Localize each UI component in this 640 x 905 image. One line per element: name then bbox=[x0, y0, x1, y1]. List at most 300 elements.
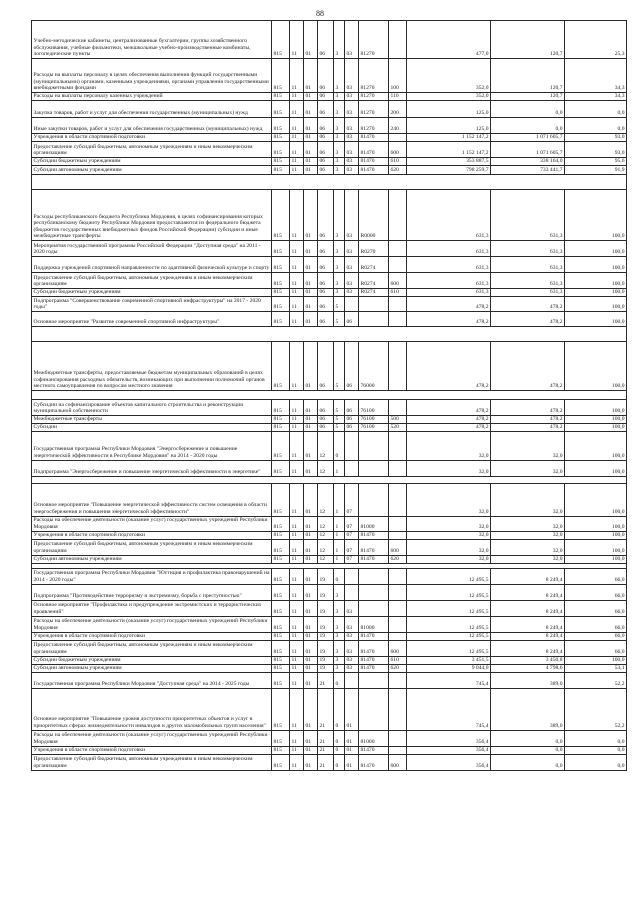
row-direction-code: R0270 bbox=[359, 241, 389, 257]
row-section-code: 11 bbox=[290, 101, 304, 118]
row-planned-amount: 32,0 bbox=[407, 483, 491, 516]
row-expense-type-code: 610 bbox=[389, 656, 407, 664]
row-ministry-code: 815 bbox=[272, 600, 290, 616]
row-name: Субсидии бюджетным учреждениям bbox=[32, 289, 272, 297]
row-ministry-code: 815 bbox=[272, 59, 290, 93]
row-planned-amount: 478,2 bbox=[407, 312, 491, 327]
row-section-code: 11 bbox=[290, 672, 304, 688]
row-name: Предоставление субсидий бюджетным, автономным учреждениям и иным некоммерческим организациям bbox=[32, 754, 272, 770]
table-row bbox=[32, 600, 627, 616]
row-direction-code bbox=[359, 431, 389, 460]
row-execution-percent: 100,0 bbox=[565, 516, 627, 531]
row-ministry-code: 815 bbox=[272, 483, 290, 516]
row-section-code: 11 bbox=[290, 754, 304, 770]
row-subsection-code: 01 bbox=[304, 416, 318, 424]
row-program-code: 21 bbox=[318, 672, 334, 688]
row-direction-code: 76100 bbox=[359, 423, 389, 431]
row-ministry-code: 815 bbox=[272, 664, 290, 672]
row-executed-amount: 3 450,8 bbox=[491, 656, 565, 664]
row-ministry-code: 815 bbox=[272, 746, 290, 754]
row-name: Мероприятия государственной программы Российской Федерации "Доступная среда" на 2011 - 2020 годы bbox=[32, 241, 272, 257]
row-direction-code: R0274 bbox=[359, 273, 389, 289]
row-execution-percent: 100,0 bbox=[565, 297, 627, 312]
row-executed-amount: 338 164,0 bbox=[491, 158, 565, 166]
row-section-code: 11 bbox=[290, 59, 304, 93]
row-expense-type-code bbox=[389, 688, 407, 730]
table-row bbox=[32, 312, 627, 327]
row-subprogram-code: 3 bbox=[334, 118, 345, 134]
row-expense-type-code bbox=[389, 21, 407, 59]
row-direction-code bbox=[359, 600, 389, 616]
row-ministry-code: 815 bbox=[272, 289, 290, 297]
row-expense-type-code: 520 bbox=[389, 423, 407, 431]
row-subprogram-code: 5 bbox=[334, 297, 345, 312]
table-row bbox=[32, 539, 627, 555]
row-program-code: 06 bbox=[318, 101, 334, 118]
row-planned-amount: 32,0 bbox=[407, 539, 491, 555]
row-direction-code: 81000 bbox=[359, 616, 389, 632]
row-event-code: 03 bbox=[345, 656, 359, 664]
row-event-code: 03 bbox=[345, 273, 359, 289]
row-name: Предоставление субсидий бюджетным, автономным учреждениям и иным некоммерческим организациям bbox=[32, 640, 272, 656]
row-planned-amount: 478,2 bbox=[407, 400, 491, 416]
row-subprogram-code: 3 bbox=[334, 664, 345, 672]
row-direction-code: R0274 bbox=[359, 257, 389, 273]
row-expense-type-code: 610 bbox=[389, 289, 407, 297]
row-program-code: 19 bbox=[318, 616, 334, 632]
row-execution-percent: 100,0 bbox=[565, 273, 627, 289]
row-executed-amount: 32,0 bbox=[491, 516, 565, 531]
table-row bbox=[32, 257, 627, 273]
row-program-code: 06 bbox=[318, 342, 334, 391]
row-expense-type-code bbox=[389, 600, 407, 616]
table-row bbox=[32, 688, 627, 730]
row-event-code: 07 bbox=[345, 555, 359, 563]
row-direction-code: 81470 bbox=[359, 531, 389, 539]
row-program-code: 06 bbox=[318, 190, 334, 241]
row-name: Расходы на обеспечение деятельности (оказание услуг) государственных учреждений Республики Мордовия bbox=[32, 616, 272, 632]
row-event-code: 01 bbox=[345, 730, 359, 746]
row-section-code: 11 bbox=[290, 539, 304, 555]
row-subsection-code: 01 bbox=[304, 656, 318, 664]
row-subprogram-code: 0 bbox=[334, 688, 345, 730]
row-executed-amount: 0,0 bbox=[491, 754, 565, 770]
row-subsection-code: 01 bbox=[304, 600, 318, 616]
row-subsection-code: 01 bbox=[304, 101, 318, 118]
row-subsection-code: 01 bbox=[304, 746, 318, 754]
row-planned-amount: 32,0 bbox=[407, 531, 491, 539]
table-row bbox=[32, 754, 627, 770]
row-subsection-code: 01 bbox=[304, 423, 318, 431]
row-direction-code bbox=[359, 584, 389, 600]
row-program-code: 06 bbox=[318, 400, 334, 416]
row-planned-amount: 32,0 bbox=[407, 431, 491, 460]
row-subsection-code: 01 bbox=[304, 400, 318, 416]
row-section-code: 11 bbox=[290, 142, 304, 158]
row-ministry-code: 815 bbox=[272, 460, 290, 476]
table-row bbox=[32, 423, 627, 431]
row-subsection-code: 01 bbox=[304, 312, 318, 327]
row-program-code: 19 bbox=[318, 568, 334, 584]
row-subprogram-code: 3 bbox=[334, 21, 345, 59]
row-section-code: 11 bbox=[290, 166, 304, 175]
row-direction-code: 81470 bbox=[359, 754, 389, 770]
row-ministry-code: 815 bbox=[272, 640, 290, 656]
row-section-code: 11 bbox=[290, 483, 304, 516]
row-subsection-code: 01 bbox=[304, 539, 318, 555]
row-name: Предоставление субсидий бюджетным, автономным учреждениям и иным некоммерческим организациям bbox=[32, 273, 272, 289]
row-executed-amount: 631,3 bbox=[491, 241, 565, 257]
row-planned-amount: 631,3 bbox=[407, 241, 491, 257]
row-planned-amount: 356,4 bbox=[407, 754, 491, 770]
row-expense-type-code: 240 bbox=[389, 118, 407, 134]
row-expense-type-code bbox=[389, 616, 407, 632]
row-event-code: 07 bbox=[345, 539, 359, 555]
row-subprogram-code: 3 bbox=[334, 656, 345, 664]
row-section-code: 11 bbox=[290, 616, 304, 632]
row-planned-amount: 12 495,5 bbox=[407, 568, 491, 584]
row-subprogram-code: 0 bbox=[334, 672, 345, 688]
table-row bbox=[32, 584, 627, 600]
row-direction-code bbox=[359, 312, 389, 327]
row-name: Расходы на выплаты персоналу в целях обеспечения выполнения функций государственными (муниципальными) органами, казенными учреждениями, органами управления государственными внебюджетными фондами bbox=[32, 59, 272, 93]
row-subprogram-code: 1 bbox=[334, 516, 345, 531]
row-subprogram-code: 3 bbox=[334, 273, 345, 289]
row-section-code: 11 bbox=[290, 600, 304, 616]
row-event-code: 03 bbox=[345, 118, 359, 134]
row-executed-amount: 478,2 bbox=[491, 416, 565, 424]
row-executed-amount: 0,0 bbox=[491, 730, 565, 746]
row-planned-amount: 12 495,5 bbox=[407, 640, 491, 656]
table-row bbox=[32, 568, 627, 584]
row-ministry-code: 815 bbox=[272, 431, 290, 460]
row-direction-code: R0000 bbox=[359, 190, 389, 241]
row-execution-percent: 100,0 bbox=[565, 539, 627, 555]
row-ministry-code: 815 bbox=[272, 118, 290, 134]
row-section-code: 11 bbox=[290, 730, 304, 746]
row-planned-amount: 478,2 bbox=[407, 342, 491, 391]
row-program-code: 06 bbox=[318, 257, 334, 273]
row-event-code: 06 bbox=[345, 312, 359, 327]
row-name: Основное мероприятие "Профилактика и предупреждение экстремистских и террористических проявлений" bbox=[32, 600, 272, 616]
row-program-code: 12 bbox=[318, 431, 334, 460]
row-program-code: 12 bbox=[318, 555, 334, 563]
row-subprogram-code: 0 bbox=[334, 568, 345, 584]
table-row bbox=[32, 118, 627, 134]
row-program-code: 06 bbox=[318, 59, 334, 93]
row-event-code: 03 bbox=[345, 664, 359, 672]
row-event-code bbox=[345, 431, 359, 460]
row-name: Иные закупки товаров, работ и услуг для обеспечения государственных (муниципальных) нужд bbox=[32, 118, 272, 134]
row-execution-percent: 100,0 bbox=[565, 289, 627, 297]
row-planned-amount: 798 259,7 bbox=[407, 166, 491, 175]
row-planned-amount: 9 044,0 bbox=[407, 664, 491, 672]
row-execution-percent: 100,0 bbox=[565, 342, 627, 391]
row-execution-percent: 100,0 bbox=[565, 656, 627, 664]
row-expense-type-code: 600 bbox=[389, 539, 407, 555]
row-expense-type-code: 500 bbox=[389, 416, 407, 424]
row-expense-type-code bbox=[389, 400, 407, 416]
row-direction-code bbox=[359, 568, 389, 584]
row-section-code: 11 bbox=[290, 118, 304, 134]
row-ministry-code: 815 bbox=[272, 672, 290, 688]
row-executed-amount: 32,0 bbox=[491, 555, 565, 563]
row-planned-amount: 125,0 bbox=[407, 118, 491, 134]
row-section-code: 11 bbox=[290, 423, 304, 431]
row-section-code: 11 bbox=[290, 632, 304, 640]
row-planned-amount: 1 152 147,2 bbox=[407, 134, 491, 142]
row-section-code: 11 bbox=[290, 312, 304, 327]
row-direction-code bbox=[359, 297, 389, 312]
row-ministry-code: 815 bbox=[272, 400, 290, 416]
row-planned-amount: 478,2 bbox=[407, 297, 491, 312]
row-program-code: 06 bbox=[318, 93, 334, 101]
row-planned-amount: 12 495,5 bbox=[407, 584, 491, 600]
row-execution-percent: 100,0 bbox=[565, 400, 627, 416]
row-subprogram-code: 3 bbox=[334, 600, 345, 616]
row-event-code: 03 bbox=[345, 190, 359, 241]
row-planned-amount: 32,0 bbox=[407, 460, 491, 476]
row-name: Учебно-методические кабинеты, централизованные бухгалтерии, группы хозяйственного обслуживания, учебные фильмотеки, межшкольные учебно-производственные комбинаты, логопедические пункты bbox=[32, 21, 272, 59]
row-event-code: 01 bbox=[345, 688, 359, 730]
row-section-code: 11 bbox=[290, 297, 304, 312]
row-executed-amount: 120,7 bbox=[491, 21, 565, 59]
row-direction-code: 81000 bbox=[359, 516, 389, 531]
budget-table bbox=[31, 20, 627, 771]
row-program-code: 12 bbox=[318, 539, 334, 555]
row-event-code bbox=[345, 460, 359, 476]
row-expense-type-code bbox=[389, 460, 407, 476]
row-event-code bbox=[345, 672, 359, 688]
row-planned-amount: 631,3 bbox=[407, 273, 491, 289]
row-subsection-code: 01 bbox=[304, 142, 318, 158]
row-name: Учреждения в области спортивной подготовки bbox=[32, 531, 272, 539]
row-planned-amount: 745,4 bbox=[407, 672, 491, 688]
row-planned-amount: 352,0 bbox=[407, 93, 491, 101]
row-subsection-code: 01 bbox=[304, 483, 318, 516]
row-planned-amount: 478,2 bbox=[407, 423, 491, 431]
row-execution-percent: 100,0 bbox=[565, 190, 627, 241]
row-executed-amount: 120,7 bbox=[491, 93, 565, 101]
table-row bbox=[32, 190, 627, 241]
row-executed-amount: 631,3 bbox=[491, 257, 565, 273]
table-row bbox=[32, 342, 627, 391]
row-executed-amount: 32,0 bbox=[491, 483, 565, 516]
row-name: Учреждения в области спортивной подготовки bbox=[32, 746, 272, 754]
row-event-code bbox=[345, 297, 359, 312]
row-direction-code bbox=[359, 672, 389, 688]
row-section-code: 11 bbox=[290, 431, 304, 460]
row-subsection-code: 01 bbox=[304, 516, 318, 531]
row-ministry-code: 815 bbox=[272, 166, 290, 175]
row-direction-code: 81000 bbox=[359, 730, 389, 746]
row-section-code: 11 bbox=[290, 688, 304, 730]
row-name: Субсидии бюджетным учреждениям bbox=[32, 158, 272, 166]
table-row bbox=[32, 134, 627, 142]
row-execution-percent: 100,0 bbox=[565, 483, 627, 516]
row-execution-percent: 66,0 bbox=[565, 584, 627, 600]
row-ministry-code: 815 bbox=[272, 656, 290, 664]
row-direction-code: 81470 bbox=[359, 746, 389, 754]
row-direction-code: 81470 bbox=[359, 539, 389, 555]
row-execution-percent: 0,0 bbox=[565, 746, 627, 754]
row-executed-amount: 389,0 bbox=[491, 688, 565, 730]
row-section-code: 11 bbox=[290, 664, 304, 672]
row-subprogram-code: 3 bbox=[334, 289, 345, 297]
row-direction-code: 81470 bbox=[359, 632, 389, 640]
table-row bbox=[32, 656, 627, 664]
row-executed-amount: 8 249,4 bbox=[491, 568, 565, 584]
table-row bbox=[32, 93, 627, 101]
table-row bbox=[32, 516, 627, 531]
row-section-code: 11 bbox=[290, 289, 304, 297]
row-execution-percent: 100,0 bbox=[565, 555, 627, 563]
row-ministry-code: 815 bbox=[272, 158, 290, 166]
row-subprogram-code: 1 bbox=[334, 555, 345, 563]
table-row bbox=[32, 555, 627, 563]
row-ministry-code: 815 bbox=[272, 312, 290, 327]
row-section-code: 11 bbox=[290, 21, 304, 59]
row-subprogram-code: 5 bbox=[334, 312, 345, 327]
row-name: Субсидии bbox=[32, 423, 272, 431]
row-ministry-code: 815 bbox=[272, 754, 290, 770]
row-name: Предоставление субсидий бюджетным, автономным учреждениям и иным некоммерческим организациям bbox=[32, 142, 272, 158]
row-execution-percent: 100,0 bbox=[565, 241, 627, 257]
row-execution-percent: 91,9 bbox=[565, 166, 627, 175]
row-ministry-code: 815 bbox=[272, 516, 290, 531]
row-section-code: 11 bbox=[290, 273, 304, 289]
row-executed-amount: 1 071 605,7 bbox=[491, 134, 565, 142]
row-section-code: 11 bbox=[290, 257, 304, 273]
table-row bbox=[32, 431, 627, 460]
row-execution-percent: 52,2 bbox=[565, 672, 627, 688]
row-execution-percent: 52,2 bbox=[565, 688, 627, 730]
row-direction-code bbox=[359, 483, 389, 516]
row-execution-percent: 100,0 bbox=[565, 460, 627, 476]
row-executed-amount: 478,2 bbox=[491, 297, 565, 312]
row-planned-amount: 12 495,5 bbox=[407, 632, 491, 640]
row-program-code: 06 bbox=[318, 312, 334, 327]
row-expense-type-code bbox=[389, 568, 407, 584]
row-ministry-code: 815 bbox=[272, 21, 290, 59]
row-executed-amount: 478,2 bbox=[491, 312, 565, 327]
row-program-code: 19 bbox=[318, 664, 334, 672]
row-expense-type-code: 600 bbox=[389, 754, 407, 770]
row-name: Учреждения в области спортивной подготовки bbox=[32, 134, 272, 142]
row-direction-code: 81470 bbox=[359, 134, 389, 142]
table-row bbox=[32, 101, 627, 118]
row-subprogram-code: 3 bbox=[334, 101, 345, 118]
row-expense-type-code bbox=[389, 746, 407, 754]
row-direction-code: 81470 bbox=[359, 158, 389, 166]
row-direction-code bbox=[359, 460, 389, 476]
row-subsection-code: 01 bbox=[304, 118, 318, 134]
row-execution-percent: 25,3 bbox=[565, 21, 627, 59]
row-planned-amount: 32,0 bbox=[407, 516, 491, 531]
table-row bbox=[32, 640, 627, 656]
row-name: Учреждения в области спортивной подготовки bbox=[32, 632, 272, 640]
row-planned-amount: 356,4 bbox=[407, 746, 491, 754]
spacer-cell bbox=[32, 327, 627, 342]
spacer-row bbox=[32, 327, 627, 342]
row-expense-type-code bbox=[389, 342, 407, 391]
row-executed-amount: 0,0 bbox=[491, 101, 565, 118]
row-event-code: 06 bbox=[345, 423, 359, 431]
row-subprogram-code: 0 bbox=[334, 431, 345, 460]
row-execution-percent: 100,0 bbox=[565, 312, 627, 327]
row-planned-amount: 631,3 bbox=[407, 257, 491, 273]
row-program-code: 19 bbox=[318, 656, 334, 664]
row-event-code: 03 bbox=[345, 134, 359, 142]
row-event-code: 03 bbox=[345, 158, 359, 166]
row-direction-code: 81470 bbox=[359, 640, 389, 656]
row-subprogram-code: 3 bbox=[334, 166, 345, 175]
row-ministry-code: 815 bbox=[272, 616, 290, 632]
row-subprogram-code: 3 bbox=[334, 93, 345, 101]
row-program-code: 21 bbox=[318, 730, 334, 746]
row-direction-code: 81470 bbox=[359, 142, 389, 158]
row-expense-type-code: 110 bbox=[389, 93, 407, 101]
row-executed-amount: 733 441,7 bbox=[491, 166, 565, 175]
row-ministry-code: 815 bbox=[272, 568, 290, 584]
row-event-code: 03 bbox=[345, 640, 359, 656]
row-program-code: 19 bbox=[318, 640, 334, 656]
row-name: Подпрограмма "Противодействие терроризму и экстремизму, борьба с преступностью" bbox=[32, 584, 272, 600]
row-executed-amount: 478,2 bbox=[491, 342, 565, 391]
table-row bbox=[32, 531, 627, 539]
row-ministry-code: 815 bbox=[272, 416, 290, 424]
row-direction-code: 81270 bbox=[359, 21, 389, 59]
row-ministry-code: 815 bbox=[272, 342, 290, 391]
row-planned-amount: 32,0 bbox=[407, 555, 491, 563]
row-executed-amount: 0,0 bbox=[491, 746, 565, 754]
row-subprogram-code: 5 bbox=[334, 416, 345, 424]
row-event-code: 03 bbox=[345, 142, 359, 158]
row-event-code: 03 bbox=[345, 632, 359, 640]
row-direction-code: 76100 bbox=[359, 400, 389, 416]
row-executed-amount: 120,7 bbox=[491, 59, 565, 93]
row-execution-percent: 34,3 bbox=[565, 93, 627, 101]
row-expense-type-code: 100 bbox=[389, 59, 407, 93]
row-executed-amount: 32,0 bbox=[491, 431, 565, 460]
row-execution-percent: 66,0 bbox=[565, 632, 627, 640]
row-name: Расходы республиканского бюджета Республики Мордовия, в целях софинансирования которых республиканскому бюджету Республики Мордовия предоставляются из федерального бюджета (бюджетов государственных внебюджетных фондов Российской Федерации) субсидии и иные межбюджетные трансферты bbox=[32, 190, 272, 241]
row-subsection-code: 01 bbox=[304, 688, 318, 730]
row-execution-percent: 100,0 bbox=[565, 431, 627, 460]
row-expense-type-code: 600 bbox=[389, 640, 407, 656]
row-subsection-code: 01 bbox=[304, 730, 318, 746]
row-subprogram-code: 3 bbox=[334, 632, 345, 640]
spacer-row bbox=[32, 476, 627, 483]
row-program-code: 19 bbox=[318, 584, 334, 600]
row-expense-type-code bbox=[389, 531, 407, 539]
row-planned-amount: 1 152 147,2 bbox=[407, 142, 491, 158]
row-subprogram-code: 3 bbox=[334, 59, 345, 93]
row-planned-amount: 356,4 bbox=[407, 730, 491, 746]
row-event-code: 03 bbox=[345, 21, 359, 59]
row-executed-amount: 32,0 bbox=[491, 531, 565, 539]
row-subprogram-code: 1 bbox=[334, 531, 345, 539]
row-planned-amount: 12 495,5 bbox=[407, 616, 491, 632]
row-execution-percent: 100,0 bbox=[565, 423, 627, 431]
row-executed-amount: 0,0 bbox=[491, 118, 565, 134]
row-name: Расходы на обеспечение деятельности (оказание услуг) государственных учреждений Республики Мордовия bbox=[32, 730, 272, 746]
row-execution-percent: 0,0 bbox=[565, 754, 627, 770]
row-subsection-code: 01 bbox=[304, 273, 318, 289]
row-executed-amount: 631,3 bbox=[491, 289, 565, 297]
row-executed-amount: 8 249,4 bbox=[491, 640, 565, 656]
row-subsection-code: 01 bbox=[304, 664, 318, 672]
